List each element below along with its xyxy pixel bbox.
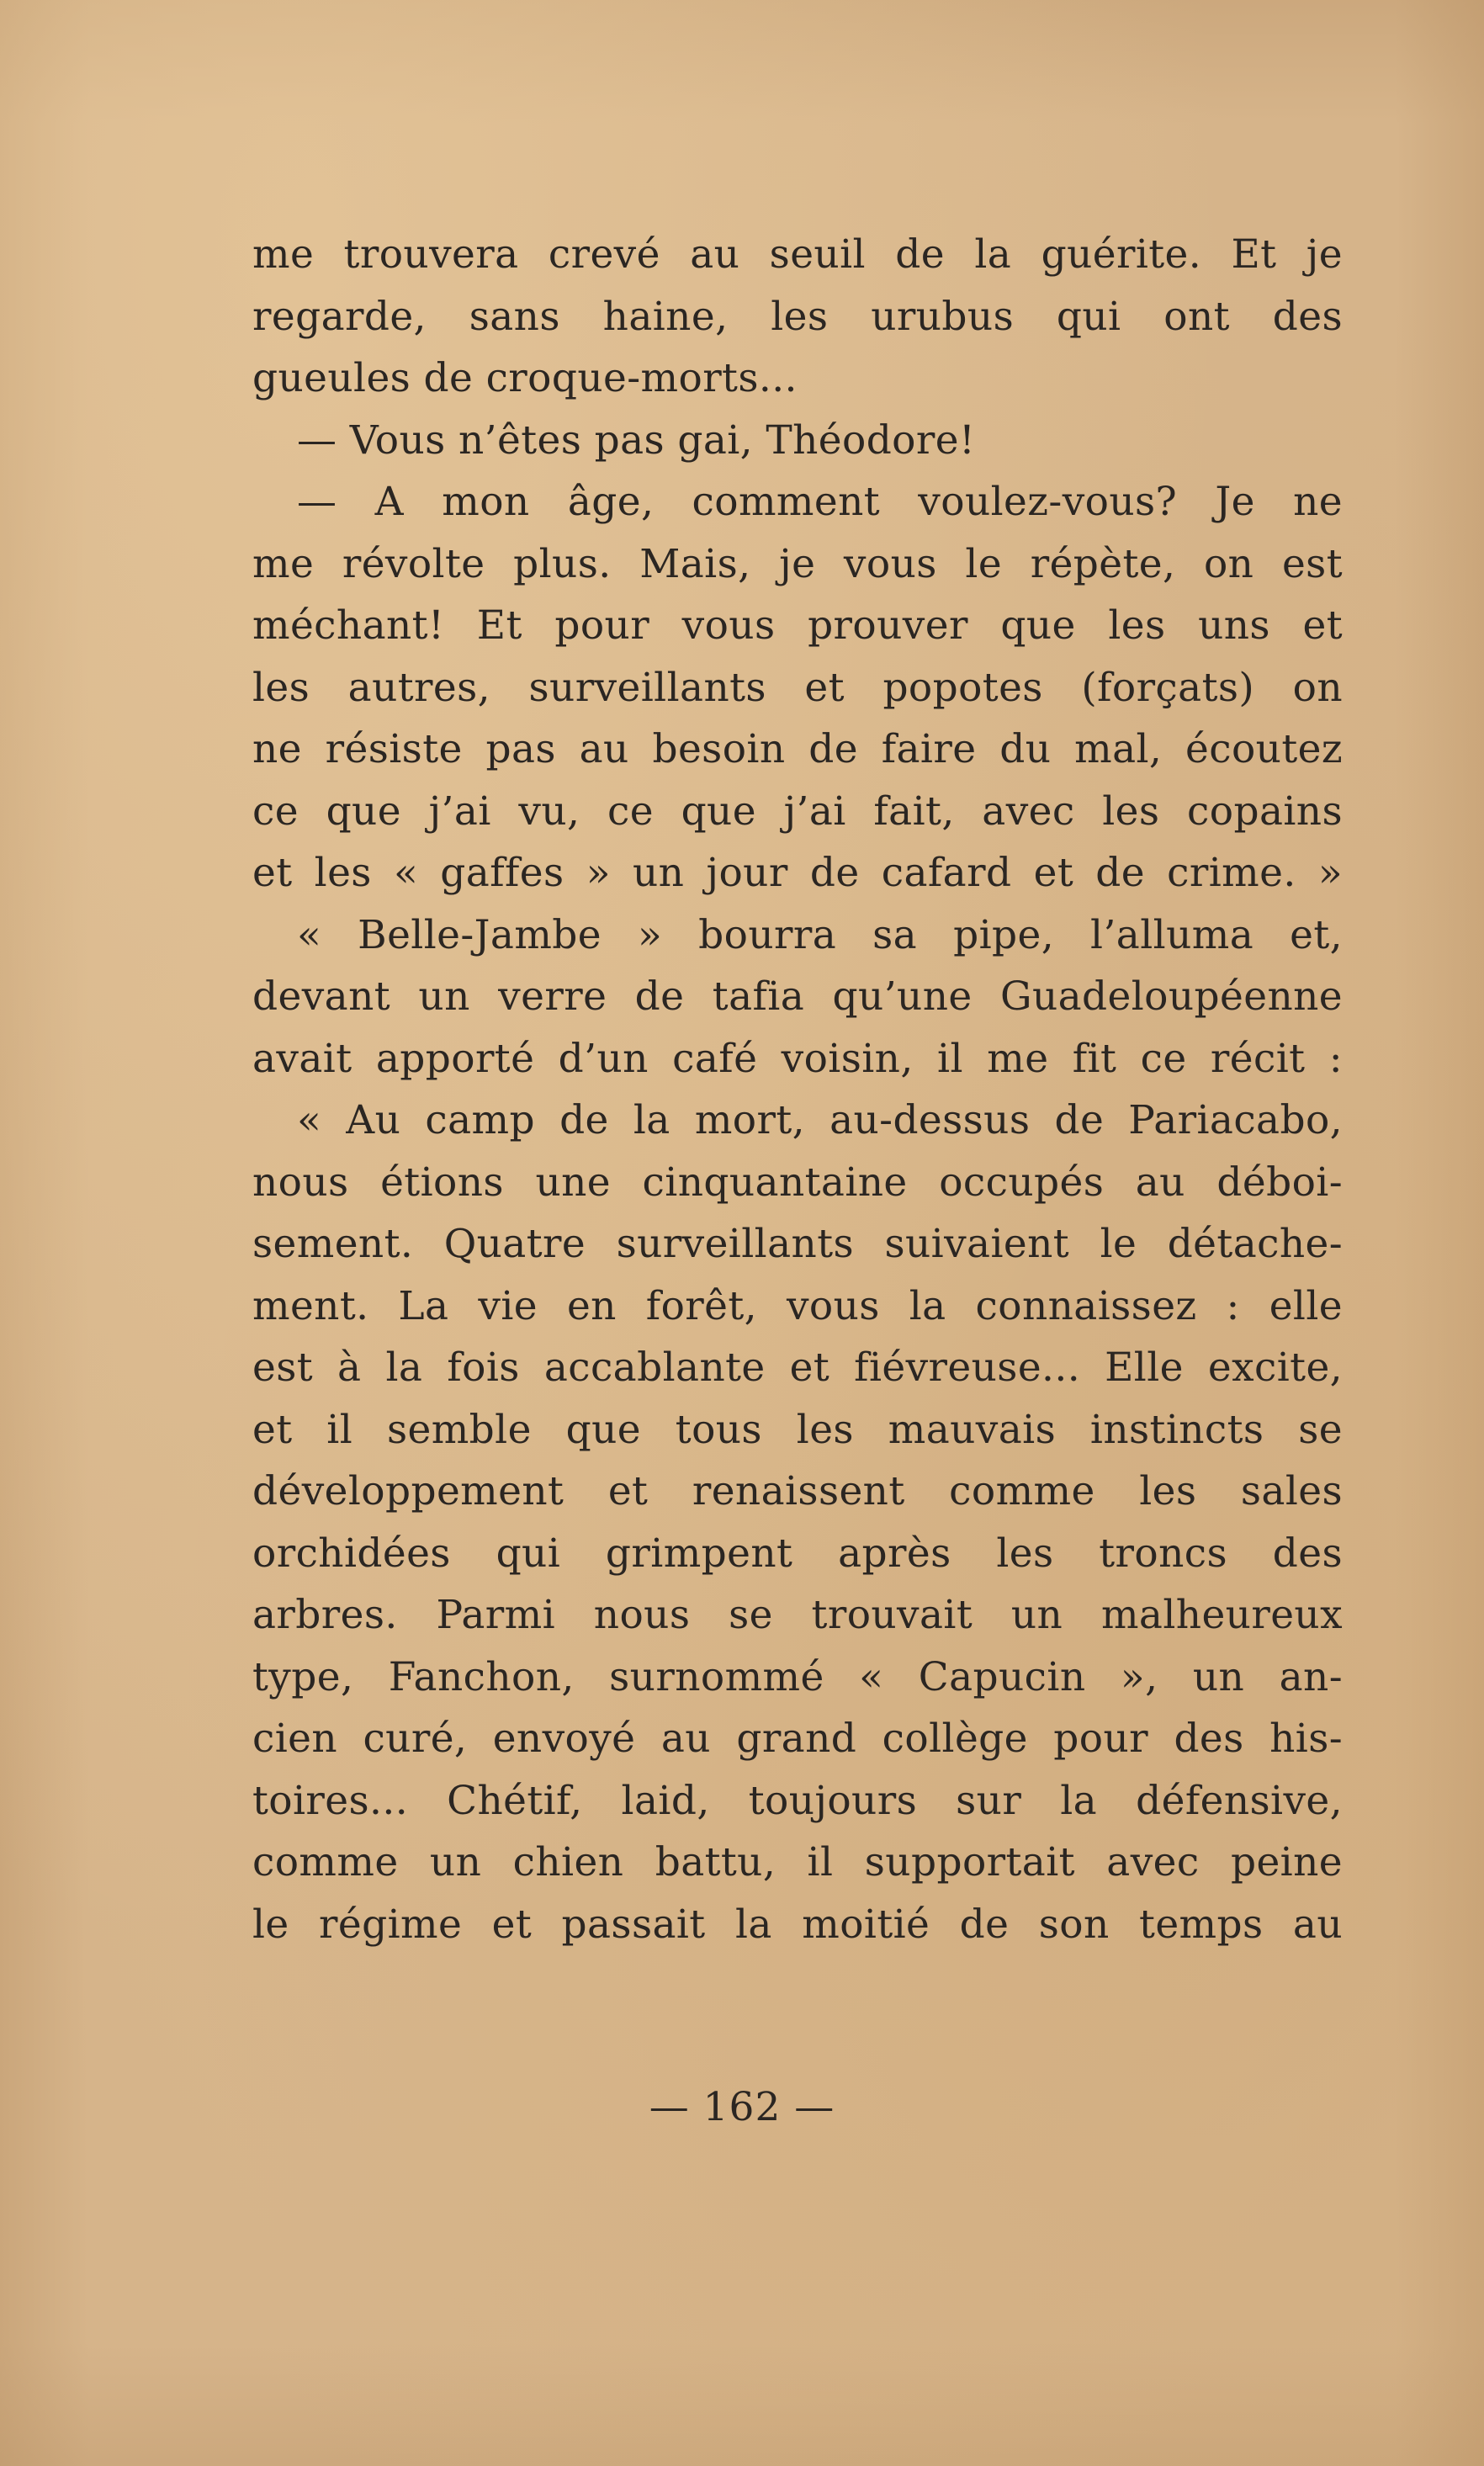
text-line: le régime et passait la moitié de son temps au (252, 1901, 1343, 1948)
text-line: gueules de croque-morts... (252, 355, 798, 401)
text-line: ne résiste pas au besoin de faire du mal, écoutez (252, 726, 1343, 772)
text-line: nous étions une cinquantaine occupés au déboi- (252, 1159, 1343, 1206)
text-line: sement. Quatre surveillants suivaient le détache- (252, 1221, 1343, 1267)
text-line: orchidées qui grimpent après les troncs des (252, 1530, 1343, 1577)
text-line: « Au camp de la mort, au-dessus de Pariacabo, (297, 1097, 1343, 1143)
text-line: — Vous n’êtes pas gai, Théodore! (297, 416, 976, 464)
text-line: me révolte plus. Mais, je vous le répète, on est (252, 540, 1343, 587)
text-line: avait apporté d’un café voisin, il me fit ce récit : (252, 1035, 1343, 1082)
text-line: ce que j’ai vu, ce que j’ai fait, avec les copains (252, 788, 1343, 835)
text-line: est à la fois accablante et fiévreuse... Elle excite, (252, 1344, 1343, 1391)
text-line: comme un chien battu, il supportait avec peine (252, 1839, 1343, 1885)
text-line: cien curé, envoyé au grand collège pour des his- (252, 1716, 1343, 1762)
text-line: toires... Chétif, laid, toujours sur la défensive, (252, 1777, 1343, 1824)
text-line: et les « gaffes » un jour de cafard et de crime. » (252, 850, 1343, 896)
page-number: — 162 — (649, 2084, 835, 2130)
text-line: me trouvera crevé au seuil de la guérite. Et je (252, 231, 1343, 278)
text-line: regarde, sans haine, les urubus qui ont des (252, 293, 1343, 340)
text-line: — A mon âge, comment voulez-vous? Je ne (297, 479, 1343, 525)
body-text (252, 224, 1343, 1955)
text-line: « Belle-Jambe » bourra sa pipe, l’alluma et, (297, 911, 1343, 958)
text-line: type, Fanchon, surnommé « Capucin », un an- (252, 1653, 1343, 1700)
text-line: devant un verre de tafia qu’une Guadeloupéenne (252, 973, 1343, 1020)
text-line: arbres. Parmi nous se trouvait un malheureux (252, 1592, 1343, 1638)
text-line: les autres, surveillants et popotes (forçats) on (252, 664, 1343, 711)
text-line: et il semble que tous les mauvais instincts se (252, 1406, 1343, 1453)
text-line: méchant! Et pour vous prouver que les uns et (252, 602, 1343, 649)
text-line: développement et renaissent comme les sales (252, 1468, 1343, 1514)
text-line: ment. La vie en forêt, vous la connaissez : elle (252, 1282, 1343, 1329)
